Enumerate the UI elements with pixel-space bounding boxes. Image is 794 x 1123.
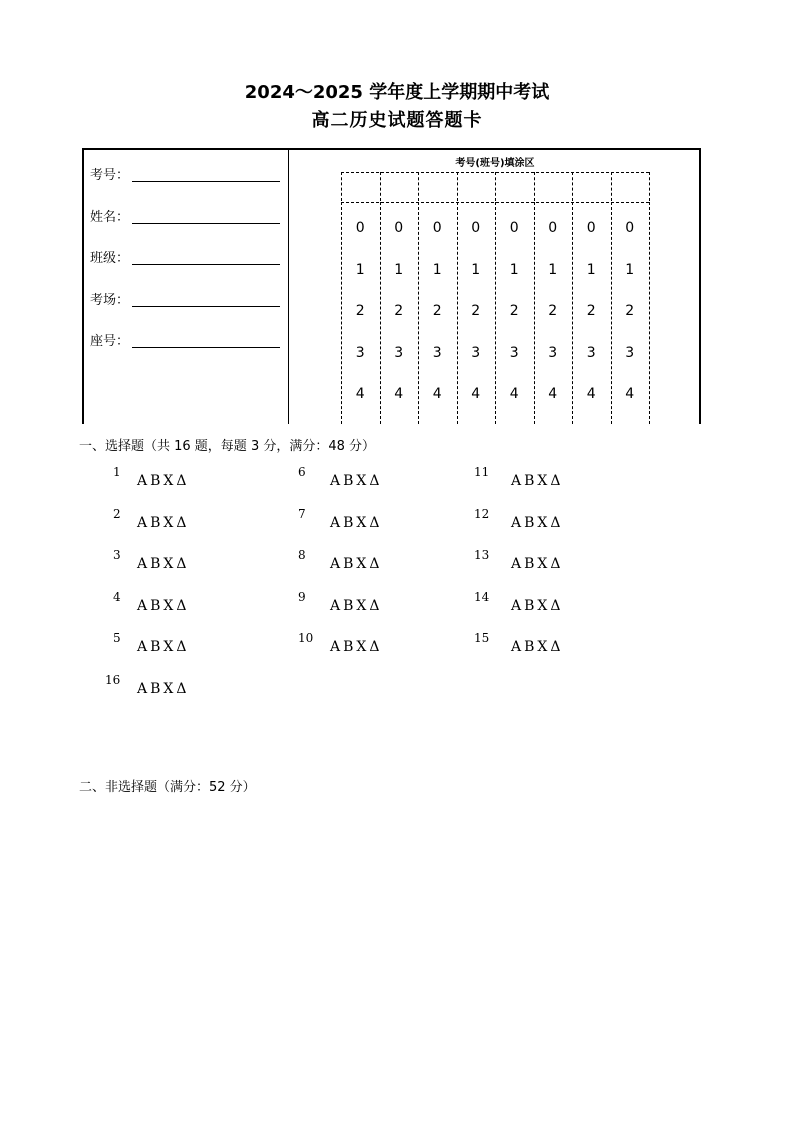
id-digit-bubble[interactable]: 4 (471, 386, 481, 402)
exam-number-field[interactable] (90, 164, 286, 182)
id-column-divider (495, 202, 496, 424)
id-box-divider (611, 172, 612, 201)
answer-options[interactable]: ABXΔ (137, 514, 190, 531)
id-digit-bubble[interactable]: 1 (548, 261, 558, 278)
question-number: 1 (113, 465, 121, 479)
id-box-divider (649, 172, 650, 201)
id-column-divider (534, 202, 535, 424)
id-box-divider (572, 172, 573, 201)
id-column-divider (380, 202, 381, 424)
question-number: 14 (474, 589, 490, 604)
id-digit-bubble[interactable]: 2 (355, 303, 365, 319)
id-digit-bubble[interactable]: 3 (625, 344, 635, 361)
answer-card-header-box (82, 148, 701, 424)
id-box-divider (457, 172, 458, 201)
exam-title: 2024～2025 学年度上学期期中考试 (244, 82, 550, 103)
exam-number-line (132, 181, 280, 182)
answer-options[interactable]: ABXΔ (137, 597, 190, 614)
id-digit-bubble[interactable]: 2 (394, 303, 404, 319)
exam-number-label: 考号： (90, 168, 130, 183)
id-digit-bubble[interactable]: 4 (509, 386, 519, 402)
answer-options[interactable]: ABXΔ (511, 597, 564, 614)
answer-options[interactable]: ABXΔ (137, 639, 190, 655)
name-label: 姓名： (90, 210, 130, 225)
class-label: 班级： (90, 251, 130, 266)
id-digit-bubble[interactable]: 3 (394, 344, 404, 361)
question-number: 16 (105, 672, 121, 687)
id-digit-bubble[interactable]: 3 (355, 344, 365, 361)
id-digit-bubble[interactable]: 4 (394, 386, 404, 402)
id-digit-bubble[interactable]: 0 (432, 220, 442, 236)
id-digit-bubble[interactable]: 2 (432, 303, 442, 319)
class-line (132, 264, 280, 265)
answer-options[interactable]: ABXΔ (330, 556, 383, 572)
seat-number-field[interactable] (90, 330, 286, 348)
id-column-divider (611, 202, 612, 424)
question-number: 6 (298, 465, 306, 479)
id-digit-bubble[interactable]: 3 (586, 344, 596, 361)
section1-heading: 一、选择题（共 16 题，每题 3 分，满分：48 分） (79, 439, 376, 454)
exam-subtitle: 高二历史试题答题卡 (311, 110, 483, 131)
id-digit-bubble[interactable]: 4 (625, 386, 635, 402)
question-number: 3 (113, 548, 121, 562)
answer-options[interactable]: ABXΔ (330, 514, 383, 531)
answer-options[interactable]: ABXΔ (511, 473, 564, 489)
answer-options[interactable]: ABXΔ (511, 556, 564, 572)
id-digit-bubble[interactable]: 0 (471, 220, 481, 236)
section2-heading: 二、非选择题（满分：52 分） (79, 780, 256, 795)
id-column-divider (649, 202, 650, 424)
id-digit-bubble[interactable]: 2 (625, 303, 635, 319)
id-digit-bubble[interactable]: 1 (509, 261, 519, 278)
id-digit-bubble[interactable]: 0 (548, 220, 558, 236)
id-digit-bubble[interactable]: 3 (548, 344, 558, 361)
id-column-divider (457, 202, 458, 424)
id-column-divider (341, 202, 342, 424)
id-digit-bubble[interactable]: 0 (586, 220, 596, 236)
answer-options[interactable]: ABXΔ (511, 514, 564, 531)
vertical-divider (288, 150, 289, 424)
id-box-divider (418, 172, 419, 201)
question-number: 2 (113, 506, 121, 521)
question-number: 7 (298, 506, 306, 521)
id-digit-bubble[interactable]: 0 (509, 220, 519, 236)
question-number: 13 (474, 548, 490, 562)
question-number: 8 (298, 548, 306, 562)
id-column-divider (418, 202, 419, 424)
id-digit-bubble[interactable]: 1 (625, 261, 635, 278)
id-digit-bubble[interactable]: 4 (355, 386, 365, 402)
id-digit-bubble[interactable]: 1 (432, 261, 442, 278)
answer-options[interactable]: ABXΔ (137, 473, 190, 489)
question-number: 15 (474, 631, 490, 645)
id-digit-bubble[interactable]: 2 (471, 303, 481, 319)
exam-room-line (132, 306, 280, 307)
id-digit-bubble[interactable]: 1 (394, 261, 404, 278)
id-digit-bubble[interactable]: 1 (471, 261, 481, 278)
answer-options[interactable]: ABXΔ (330, 639, 383, 655)
exam-room-label: 考场： (90, 293, 130, 308)
id-digit-bubble[interactable]: 4 (548, 386, 558, 402)
id-grid-title: 考号(班号)填涂区 (455, 158, 535, 169)
id-digit-bubble[interactable]: 4 (586, 386, 596, 402)
id-box-divider (380, 172, 381, 201)
id-digit-bubble[interactable]: 3 (432, 344, 442, 361)
answer-options[interactable]: ABXΔ (137, 556, 190, 572)
question-number: 12 (474, 506, 490, 521)
answer-options[interactable]: ABXΔ (330, 473, 383, 489)
id-column-divider (572, 202, 573, 424)
id-digit-bubble[interactable]: 0 (625, 220, 635, 236)
name-line (132, 223, 280, 224)
answer-options[interactable]: ABXΔ (137, 680, 190, 697)
id-digit-bubble[interactable]: 3 (509, 344, 519, 361)
answer-options[interactable]: ABXΔ (511, 639, 564, 655)
exam-room-field[interactable] (90, 289, 286, 307)
seat-number-label: 座号： (90, 334, 130, 349)
question-number: 10 (298, 631, 314, 645)
id-digit-bubble[interactable]: 4 (432, 386, 442, 402)
question-number: 11 (474, 465, 490, 479)
question-number: 9 (298, 589, 306, 604)
id-box-divider (495, 172, 496, 201)
id-digit-bubble[interactable]: 1 (586, 261, 596, 278)
id-box-divider (341, 172, 342, 201)
id-digit-bubble[interactable]: 0 (355, 220, 365, 236)
id-digit-bubble[interactable]: 2 (586, 303, 596, 319)
answer-options[interactable]: ABXΔ (330, 597, 383, 614)
id-digit-bubble[interactable]: 2 (548, 303, 558, 319)
class-field[interactable] (90, 247, 286, 265)
question-number: 4 (113, 589, 121, 604)
question-number: 5 (113, 631, 121, 645)
id-digit-bubble[interactable]: 0 (394, 220, 404, 236)
id-digit-bubble[interactable]: 2 (509, 303, 519, 319)
seat-number-line (132, 347, 280, 348)
id-digit-bubble[interactable]: 3 (471, 344, 481, 361)
id-box-divider (534, 172, 535, 201)
name-field[interactable] (90, 206, 286, 224)
id-digit-bubble[interactable]: 1 (355, 261, 365, 278)
